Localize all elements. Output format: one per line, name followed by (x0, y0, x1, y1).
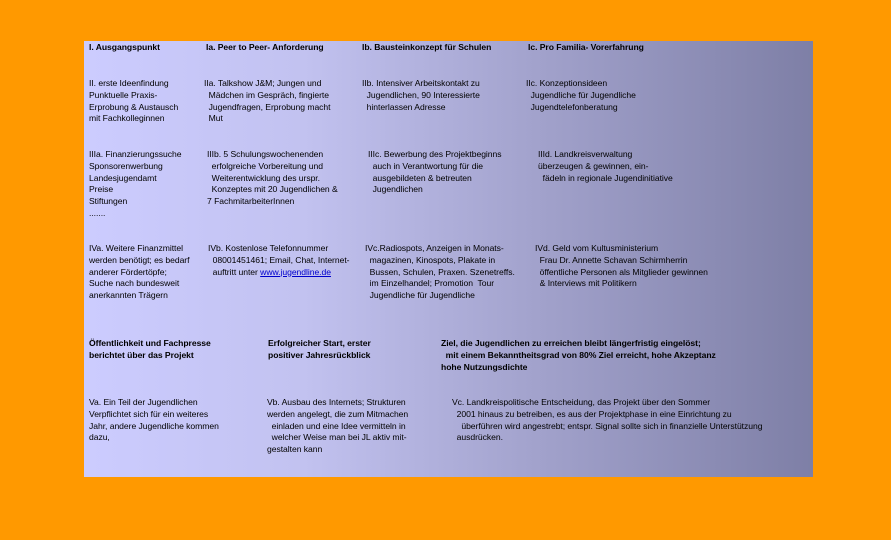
row1-peer-to-peer: Ia. Peer to Peer- Anforderung (206, 42, 324, 52)
row1-bausteinkonzept: Ib. Bausteinkonzept für Schulen (362, 42, 492, 52)
row6-jugendliche: Va. Ein Teil der Jugendlichen Verpflichtet sich für ein weiteres Jahr, andere Jugendliche kommen dazu, (89, 397, 219, 443)
row4-telefonnummer (208, 243, 349, 278)
row5-oeffentlichkeit: Öffentlichkeit und Fachpresse berichtet über das Projekt (89, 338, 211, 360)
jugendline-link[interactable]: www.jugendline.de (260, 266, 331, 277)
row5-erfolgreicher-start: Erfolgreicher Start, erster positiver Jahresrückblick (268, 338, 371, 360)
row6-internet: Vb. Ausbau des Internets; Strukturen werden angelegt, die zum Mitmachen einladen und eine Idee vermitteln in welcher Weise man bei JL aktiv mit- gestalten kann (267, 397, 409, 455)
row5-ziel: Ziel, die Jugendlichen zu erreichen bleibt längerfristig eingelöst; mit einem Bekanntheitsgrad von 80% Ziel erreicht, hohe Akzeptanz hohe Nutzungsdichte (441, 338, 716, 372)
row2-ideenfindung: II. erste Ideenfindung Punktuelle Praxis- Erprobung & Austausch mit Fachkolleginnen (89, 78, 179, 124)
row3-finanzierungssuche: IIIa. Finanzierungssuche Sponsorenwerbung Landesjugendamt Preise Stiftungen ....... (89, 149, 182, 218)
slide (84, 41, 813, 477)
row1-ausgangspunkt: I. Ausgangspunkt (89, 42, 160, 52)
row2-konzeptionsideen: IIc. Konzeptionsideen Jugendliche für Jugendliche Jugendtelefonberatung (526, 78, 636, 112)
row3-landkreisverwaltung: IIId. Landkreisverwaltung überzeugen & gewinnen, ein- fädeln in regionale Jugendinitiative (538, 149, 673, 183)
row4-finanzmittel: IVa. Weitere Finanzmittel werden benötigt; es bedarf anderer Fördertöpfe; Suche nach bundesweit anerkannten Trägern (89, 243, 190, 301)
row4-radiospots: IVc.Radiospots, Anzeigen in Monats- magazinen, Kinospots, Plakate in Bussen, Schulen, Praxen. Szenetreffs. im Einzelhandel; Promotion Tour Jugendliche für Jugendliche (365, 243, 515, 301)
row4-kultusministerium: IVd. Geld vom Kultusministerium Frau Dr. Annette Schavan Schirmherrin öffentliche Personen als Mitglieder gewinnen & Interviews mit Politikern (535, 243, 708, 289)
row2-talkshow: IIa. Talkshow J&M; Jungen und Mädchen im Gespräch, fingierte Jugendfragen, Erprobung macht Mut (204, 78, 331, 124)
row6-landkreispolitik: Vc. Landkreispolitische Entscheidung, das Projekt über den Sommer 2001 hinaus zu betreiben, es aus der Projektphase in eine Einrichtung zu überführen wird angestrebt; entspr. Signal sollte sich in finanzielle Unterstützung ausdrücken. (452, 397, 763, 443)
row3-schulungswochenenden: IIIb. 5 Schulungswochenenden erfolgreiche Vorbereitung und Weiterentwicklung des urspr. Konzeptes mit 20 Jugendlichen & 7 FachmitarbeiterInnen (207, 149, 338, 207)
row4-telefon-text: IVb. Kostenlose Telefonnummer 08001451461; Email, Chat, Internet- auftritt unter (208, 243, 350, 277)
row2-arbeitskontakt: IIb. Intensiver Arbeitskontakt zu Jugendlichen, 90 Interessierte hinterlassen Adresse (362, 78, 480, 112)
row3-bewerbung: IIIc. Bewerbung des Projektbeginns auch in Verantwortung für die ausgebildeten & betreuten Jugendlichen (368, 149, 502, 195)
row1-pro-familia: Ic. Pro Familia- Vorerfahrung (528, 42, 644, 52)
